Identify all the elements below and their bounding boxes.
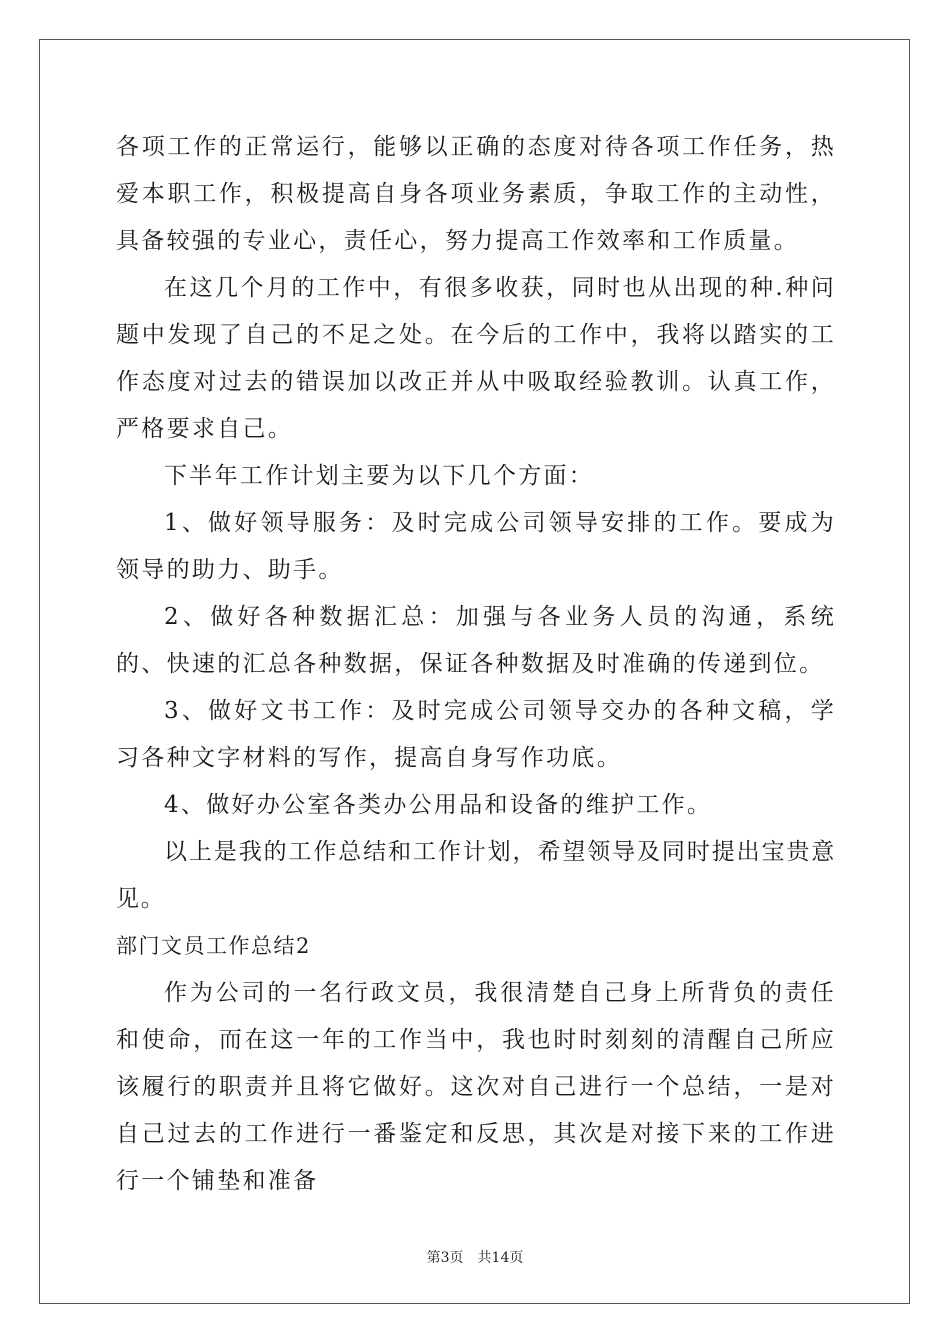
page-number: 第3页 [426, 1250, 464, 1266]
list-item: 1、做好领导服务：及时完成公司领导安排的工作。要成为领导的助力、助手。 [116, 510, 836, 583]
paragraph: 以上是我的工作总结和工作计划，希望领导及同时提出宝贵意见。 [116, 839, 836, 912]
list-item: 3、做好文书工作：及时完成公司领导交办的各种文稿，学习各种文字材料的写作，提高自身写作功底。 [116, 698, 836, 771]
list-item: 4、做好办公室各类办公用品和设备的维护工作。 [164, 792, 713, 818]
list-item: 2、做好各种数据汇总：加强与各业务人员的沟通，系统的、快速的汇总各种数据，保证各种数据及时准确的传递到位。 [116, 604, 836, 677]
section-heading: 部门文员工作总结2 [116, 934, 311, 958]
document-body [116, 124, 836, 1205]
paragraph: 下半年工作计划主要为以下几个方面： [164, 463, 595, 489]
page-total: 共14页 [477, 1250, 524, 1266]
page-footer [0, 1247, 950, 1267]
paragraph: 各项工作的正常运行，能够以正确的态度对待各项工作任务，热爱本职工作，积极提高自身各项业务素质，争取工作的主动性，具备较强的专业心，责任心，努力提高工作效率和工作质量。 [116, 134, 836, 254]
paragraph: 在这几个月的工作中，有很多收获，同时也从出现的种.种问题中发现了自己的不足之处。在今后的工作中，我将以踏实的工作态度对过去的错误加以改正并从中吸取经验教训。认真工作，严格要求自己。 [116, 275, 836, 442]
paragraph: 作为公司的一名行政文员，我很清楚自己身上所背负的责任和使命，而在这一年的工作当中，我也时时刻刻的清醒自己所应该履行的职责并且将它做好。这次对自己进行一个总结，一是对自己过去的工作进行一番鉴定和反思，其次是对接下来的工作进行一个铺垫和准备 [116, 980, 836, 1194]
